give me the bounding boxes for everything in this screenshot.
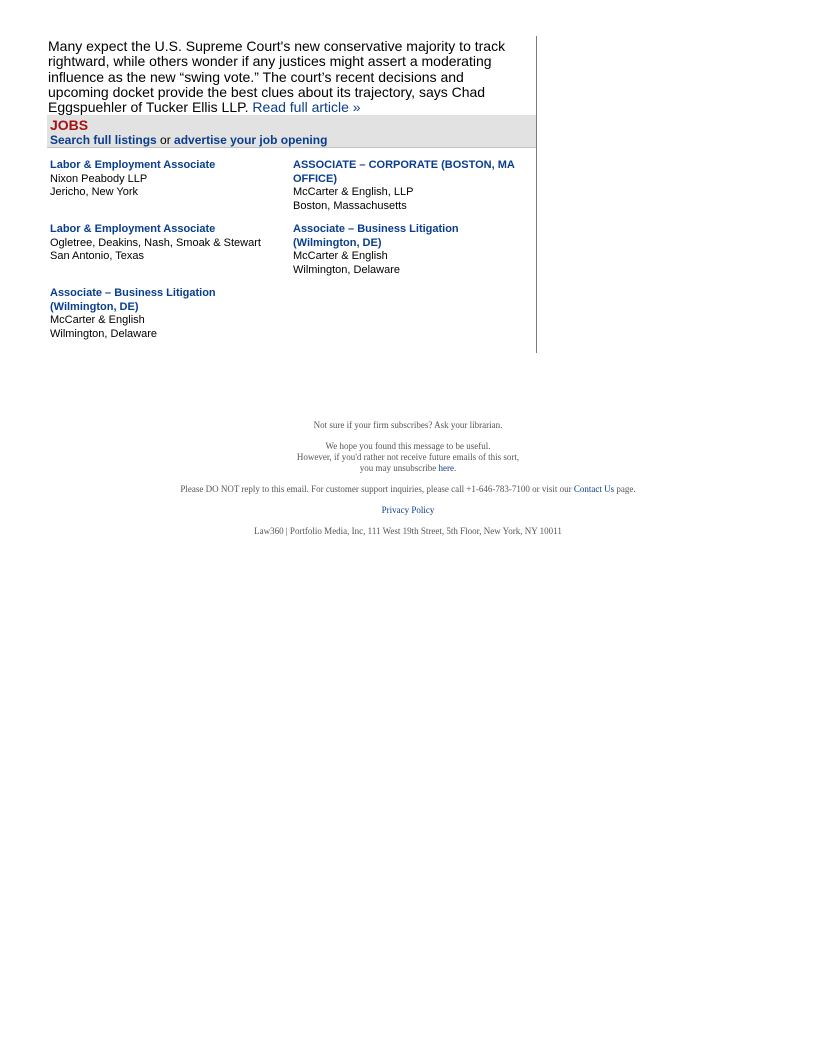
job-location: San Antonio, Texas [50,250,144,263]
job-title-link[interactable]: Labor & Employment Associate [50,159,216,171]
support-end: page. [614,484,636,494]
job-listing [50,223,290,264]
support-text: Please DO NOT reply to this email. For customer support inquiries, please call +1-646-783-7100 or visit our [180,484,574,494]
job-listing [293,159,533,213]
job-firm: McCarter & English [50,314,145,327]
search-full-listings-link[interactable]: Search full listings [50,133,157,147]
read-full-article-link[interactable]: Read full article » [252,99,361,116]
jobs-title: JOBS [50,117,89,133]
jobs-links [50,133,536,147]
job-title-link[interactable]: Associate – Business Litigation (Wilmington, DE) [50,287,216,313]
useful-line-3: you may unsubscribe [359,463,439,473]
job-location: Wilmington, Delaware [50,327,157,340]
librarian-note: Not sure if your firm subscribes? Ask your librarian. [313,420,503,430]
contact-us-link[interactable]: Contact Us [573,484,615,494]
main-column [47,36,537,353]
job-title-link[interactable]: Labor & Employment Associate [50,223,216,235]
article-text: Many expect the U.S. Supreme Court's new conservative majority to track rightward, while others wonder if any justices might assert a moderating influence as the new “swing vote.” The court’s recent decisions and upcoming docket provide the best clues about its trajectory, says Chad Eggspuehler of Tucker Ellis LLP. [48,38,506,116]
article-summary [47,36,518,115]
job-listing [293,223,483,277]
useful-line-1: We hope you found this message to be useful. [325,441,491,451]
job-firm: Nixon Peabody LLP [50,172,148,185]
job-location: Wilmington, Delaware [293,263,400,276]
unsubscribe-link[interactable]: here [438,463,454,473]
useful-line-3-end: . [454,463,457,473]
job-firm: Ogletree, Deakins, Nash, Smoak & Stewart [50,236,261,249]
job-location: Jericho, New York [50,186,139,199]
advertise-job-link[interactable]: advertise your job opening [174,133,328,147]
useful-line-2: However, if you'd rather not receive future emails of this sort, [296,452,520,462]
job-firm: McCarter & English [293,250,388,263]
job-location: Boston, Massachusetts [293,199,407,212]
privacy-policy-link[interactable]: Privacy Policy [381,505,435,515]
job-title-link[interactable]: ASSOCIATE – CORPORATE (BOSTON, MA OFFICE) [293,159,515,185]
email-footer [0,420,816,547]
job-title-link[interactable]: Associate – Business Litigation (Wilmington, DE) [293,223,459,249]
job-listing [50,287,240,341]
company-address: Law360 | Portfolio Media, Inc, 111 West 19th Street, 5th Floor, New York, NY 10011 [254,526,562,536]
unsubscribe-note [0,441,816,474]
support-note [0,484,816,495]
jobs-or-text: or [156,133,175,147]
privacy-note [0,505,816,516]
job-firm: McCarter & English, LLP [293,186,414,199]
jobs-header [47,115,536,148]
job-listing [50,159,290,200]
